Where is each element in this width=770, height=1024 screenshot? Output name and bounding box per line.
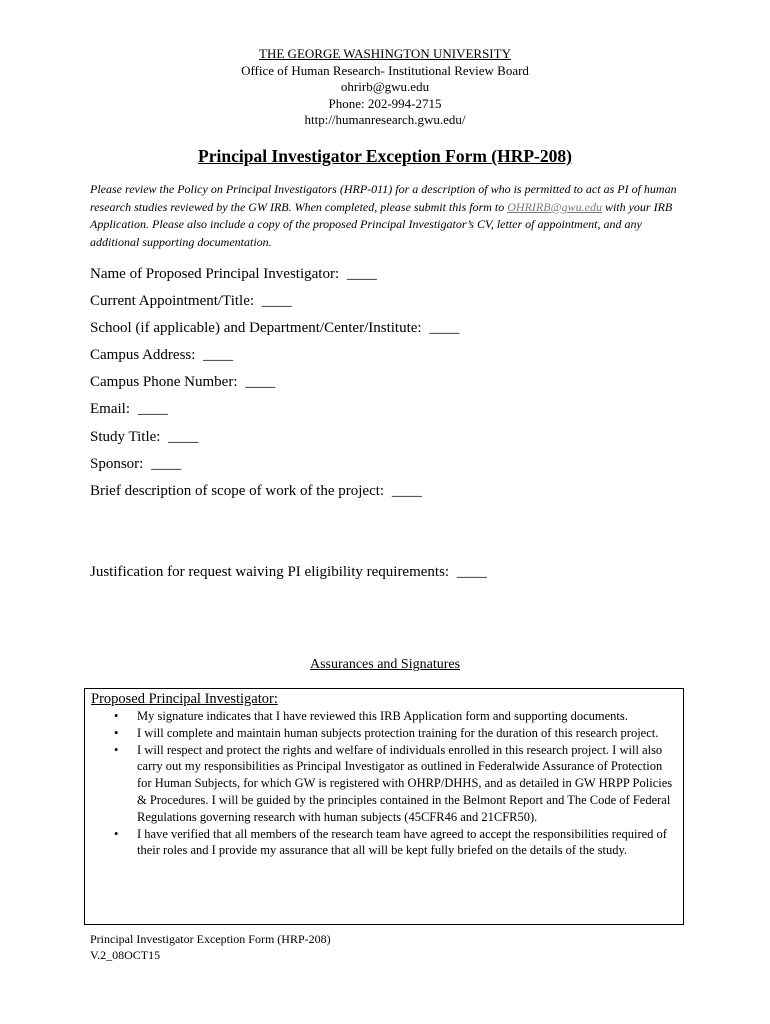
list-item-text: I have verified that all members of the research team have agreed to accept the responsibilities required of their roles and I provide my assurance that all will be kept fully briefed on the details of the study. — [137, 826, 667, 858]
list-item — [114, 742, 677, 826]
footer-version: V.2_08OCT15 — [90, 948, 161, 962]
field-label: Current Appointment/Title: — [90, 293, 255, 309]
field-pi-name — [90, 265, 377, 283]
field-scope-of-work — [90, 482, 422, 500]
field-sponsor — [90, 455, 181, 473]
list-item-text: My signature indicates that I have reviewed this IRB Application form and supporting documents. — [137, 709, 628, 723]
field-label: Email: — [90, 401, 130, 417]
field-label: Justification for request waiving PI eligibility requirements: — [90, 564, 450, 580]
assurances-heading: Assurances and Signatures — [309, 657, 461, 672]
field-input-blank[interactable]: ____ — [456, 564, 487, 580]
assurances-list — [91, 708, 677, 859]
field-input-blank[interactable]: ____ — [151, 456, 182, 472]
field-campus-address — [90, 346, 233, 364]
bullet-icon: • — [114, 725, 119, 740]
field-input-blank[interactable]: ____ — [137, 401, 168, 417]
intro-text-2: with your IRB Application. Please also include a copy of the proposed Principal Investigator’s CV, letter of appointment, and any additional supporting documentation. — [90, 199, 673, 250]
contact-phone: Phone: 202-994-2715 — [328, 95, 442, 111]
field-input-blank[interactable]: ____ — [391, 483, 422, 499]
page-header — [0, 46, 770, 129]
field-input-blank[interactable]: ____ — [346, 266, 377, 282]
bullet-icon: • — [114, 826, 119, 841]
pi-assurances-box — [84, 688, 684, 925]
form-title: Principal Investigator Exception Form (HRP-208) — [198, 146, 572, 166]
footer-form-name: Principal Investigator Exception Form (HRP-208) — [90, 932, 331, 946]
office-name: Office of Human Research- Institutional Review Board — [241, 62, 529, 78]
list-item — [114, 708, 677, 725]
contact-email[interactable]: ohrirb@gwu.edu — [340, 79, 430, 94]
submission-email-link[interactable]: OHRIRB@gwu.edu — [507, 199, 602, 214]
pi-assurances-title: Proposed Principal Investigator: — [91, 691, 278, 707]
list-item-text: I will complete and maintain human subjects protection training for the duration of this research project. — [137, 725, 659, 740]
field-label: School (if applicable) and Department/Center/Institute: — [90, 320, 422, 336]
field-school-department — [90, 319, 459, 337]
field-label: Study Title: — [90, 429, 161, 445]
field-input-blank[interactable]: ____ — [168, 429, 199, 445]
field-input-blank[interactable]: ____ — [245, 374, 276, 390]
field-appointment-title — [90, 292, 292, 310]
field-label: Campus Address: — [90, 347, 196, 363]
field-label: Name of Proposed Principal Investigator: — [90, 266, 340, 282]
field-input-blank[interactable]: ____ — [203, 347, 234, 363]
field-email — [90, 400, 168, 418]
website-link[interactable]: http://humanresearch.gwu.edu/ — [304, 112, 466, 127]
list-item — [114, 725, 677, 742]
university-name: THE GEORGE WASHINGTON UNIVERSITY — [259, 46, 511, 61]
bullet-icon: • — [114, 709, 119, 723]
bullet-icon: • — [114, 742, 119, 757]
field-input-blank[interactable]: ____ — [261, 293, 292, 309]
field-label: Campus Phone Number: — [90, 374, 238, 390]
field-label: Sponsor: — [90, 456, 144, 472]
field-campus-phone — [90, 373, 275, 391]
field-label: Brief description of scope of work of the project: — [90, 483, 385, 499]
field-input-blank[interactable]: ____ — [429, 320, 460, 336]
list-item — [114, 826, 677, 860]
field-study-title — [90, 428, 198, 446]
field-justification — [90, 563, 487, 581]
intro-text-1: Please review the Policy on Principal Investigators (HRP-011) for a description of who is permitted to act as PI of human research studies reviewed by the GW IRB. When completed, please submit this form to — [90, 182, 677, 214]
page-footer — [90, 931, 331, 963]
intro-paragraph — [90, 181, 690, 252]
list-item-text: I will respect and protect the rights and welfare of individuals enrolled in this research project. I will also carry out my responsibilities as Principal Investigator as outlined in Federalwide Assurance of Protection for Human Subjects, for which GW is registered with OHRP/DHHS, and as detailed in GW HRPP Policies & Procedures. I will be guided by the principles contained in the Belmont Report and The Code of Federal Regulations governing research with human subjects (45CFR46 and 21CFR50). — [137, 742, 673, 824]
